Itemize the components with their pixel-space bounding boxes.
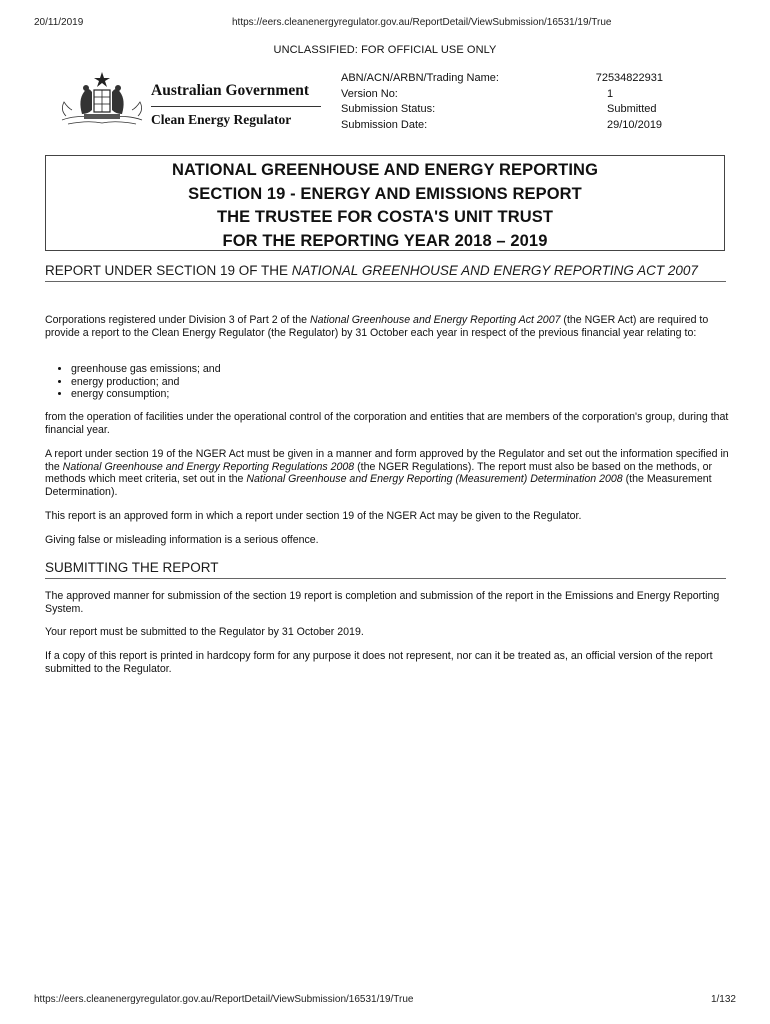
info-label: Submission Date: [341,118,428,131]
info-row-version [341,88,663,104]
info-value: 29/10/2019 [607,118,663,131]
info-label: ABN/ACN/ARBN/Trading Name: [341,72,499,84]
government-name: Australian Government [151,82,310,99]
page-number: 1/132 [710,994,736,1005]
agency-divider [151,106,321,107]
info-row-date [341,119,663,135]
section-heading-report [45,261,726,282]
info-value: Submitted [607,103,657,115]
list-item: • greenhouse gas emissions; and [71,363,730,376]
list-item: • energy production; and [71,376,730,389]
section-heading-submitting: SUBMITTING THE REPORT [45,558,726,579]
title-line: SECTION 19 - ENERGY AND EMISSIONS REPORT [188,184,582,203]
print-date: 20/11/2019 [34,17,84,28]
info-row-abn [341,72,663,88]
paragraph-operations: from the operation of facilities under the operational control of the corporation and entities that are members of the corporation's group, during that financial year. [45,411,729,436]
paragraph-obligation: Corporations registered under Division 3 of Part 2 of the National Greenhouse and Energy Reporting Act 2007 (the NGER Act) are required to provide a report to the Clean Energy Regulator (the Regulator) by 31 October each year in respect of the previous financial year relating to: [45,314,709,339]
regulator-name: Clean Energy Regulator [151,112,292,127]
classification-banner: UNCLASSIFIED: FOR OFFICIAL USE ONLY [273,44,497,56]
title-line: THE TRUSTEE FOR COSTA'S UNIT TRUST [216,208,554,226]
bullet-list [45,363,730,401]
paragraph-hardcopy: If a copy of this report is printed in hardcopy form for any purpose it does not represent, nor can it be treated as, an official version of the report submitted to the Regulator. [45,650,713,675]
paragraph-offence: Giving false or misleading information is a serious offence. [45,534,319,546]
submission-info [341,72,663,134]
paragraph-deadline: Your report must be submitted to the Regulator by 31 October 2019. [45,626,364,638]
info-value: 1 [607,87,614,100]
list-item: • energy consumption; [71,388,730,401]
agency-name-block [151,82,321,128]
heading-act-name: NATIONAL GREENHOUSE AND ENERGY REPORTING ACT 2007 [291,263,698,278]
info-label: Submission Status: [341,103,436,115]
paragraph-manner-form: A report under section 19 of the NGER Act must be given in a manner and form approved by the Regulator and set out the information specified in the National Greenhouse and Energy Reporting Regulations 2008 (the NGER Regulations). The report must also be based on the methods, or methods which meet criteria, set out in the National Greenhouse and Energy Reporting (Measurement) Determination 2008 (the Measurement Determination). [45,448,729,498]
info-row-status [341,103,663,119]
coat-of-arms-icon [58,70,146,130]
paragraph-submission-manner: The approved manner for submission of the section 19 report is completion and submission of the report in the Emissions and Energy Reporting System. [45,590,720,615]
heading-text: REPORT UNDER SECTION 19 OF THE [45,263,292,278]
info-value: 72534822931 [595,72,663,84]
info-label: Version No: [341,87,398,100]
report-title-box [45,155,725,251]
title-line: FOR THE REPORTING YEAR 2018 – 2019 [222,231,548,250]
footer-url[interactable]: https://eers.cleanenergyregulator.gov.au/ReportDetail/ViewSubmission/16531/19/True [34,994,414,1005]
print-url[interactable]: https://eers.cleanenergyregulator.gov.au/ReportDetail/ViewSubmission/16531/19/True [232,17,612,28]
title-line: NATIONAL GREENHOUSE AND ENERGY REPORTING [171,161,598,179]
paragraph-approved-form: This report is an approved form in which a report under section 19 of the NGER Act may be given to the Regulator. [45,510,582,522]
